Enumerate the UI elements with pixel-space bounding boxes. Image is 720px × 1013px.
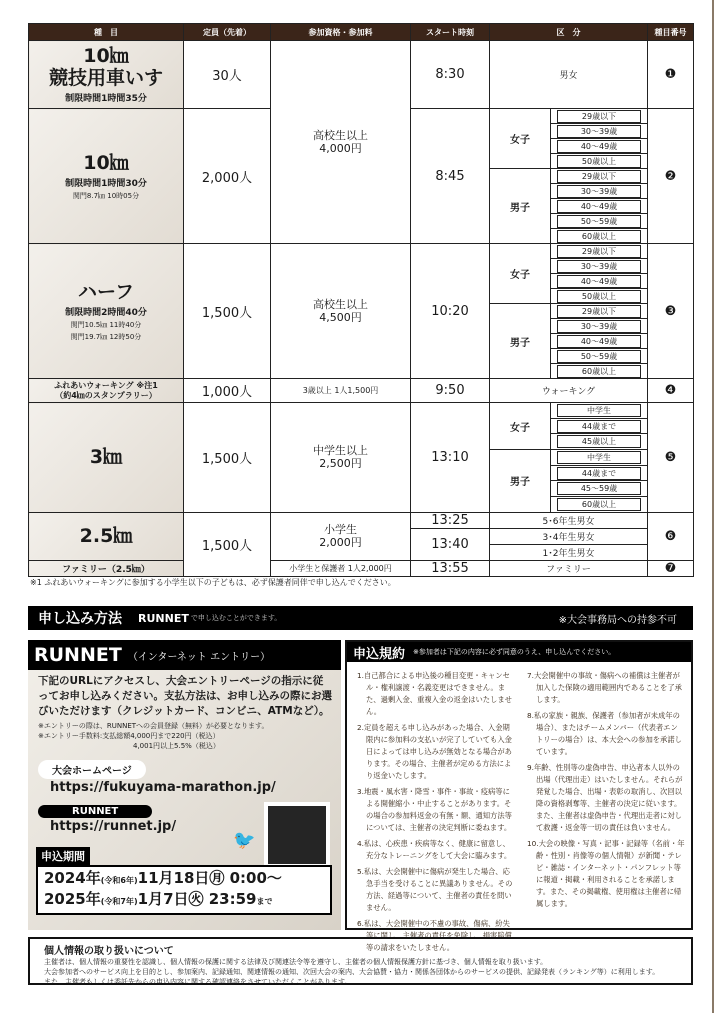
privacy-title: 個人情報の取り扱いについて xyxy=(44,946,174,957)
homepage-link[interactable]: https://fukuyama-marathon.jp/ xyxy=(50,780,276,795)
age-class: 50歳以上 xyxy=(551,154,648,169)
homepage-label: 大会ホームページ xyxy=(38,760,146,779)
capacity: 1,000人 xyxy=(184,379,271,403)
age-class: 60歳以上 xyxy=(551,229,648,244)
table-row xyxy=(29,41,694,109)
age-class: 45〜59歳 xyxy=(551,481,648,497)
start-time: 8:45 xyxy=(411,109,490,244)
event-3km: 3㎞ xyxy=(29,403,184,513)
gender-male: 男子 xyxy=(490,304,551,379)
age-class: 60歳以上 xyxy=(551,364,648,379)
term-item: 10.大会の映像・写真・記事・記録等（名前・年齢・性別・肖像等の個人情報）が新聞・テレビ・雑誌・インターネット・パンフレット等に報道・掲載・利用されることを承諾します。また、その掲載権、使用権は主催者に帰属します。 xyxy=(527,839,685,908)
start-time: 13:40 xyxy=(411,528,490,560)
age-class: 30〜39歳 xyxy=(551,259,648,274)
start-time: 13:55 xyxy=(411,560,490,576)
table-row xyxy=(29,379,694,403)
start-time: 9:50 xyxy=(411,379,490,403)
page-edge xyxy=(712,0,714,1013)
age-class: 40〜49歳 xyxy=(551,274,648,289)
runnet-title: RUNNET xyxy=(34,644,122,666)
event-number: ❻ xyxy=(648,512,694,560)
age-class: 50〜59歳 xyxy=(551,349,648,364)
period-start: 2024年(令和6年)11月18日㊊ 0:00〜 xyxy=(44,869,282,887)
age-class: 中学生 xyxy=(551,450,648,466)
start-time: 8:30 xyxy=(411,41,490,109)
age-class: 45歳以上 xyxy=(551,434,648,450)
age-class: 29歳以下 xyxy=(551,109,648,124)
fee: 小学生 2,000円 xyxy=(271,512,411,560)
term-item: 5.私は、大会開催中に傷病が発生した場合、応急手当を受けることに異議ありません。その方法、経過等について、主催者の責任を問いません。 xyxy=(357,867,513,912)
age-class: 29歳以下 xyxy=(551,169,648,184)
age-class: 40〜49歳 xyxy=(551,139,648,154)
privacy-line: また、主催者もしくは委託先からの申込内容に関する確認連絡をさせていただくことがあります。 xyxy=(44,978,352,986)
age-class: 44歳まで xyxy=(551,465,648,481)
table-row xyxy=(29,403,694,419)
age-class: 30〜39歳 xyxy=(551,184,648,199)
capacity: 1,500人 xyxy=(184,512,271,576)
header-class: 区 分 xyxy=(490,24,648,41)
term-item: 1.自己都合による申込後の種目変更・キャンセル・権利譲渡・名義変更はできません。また、過剰入金、重複入金の返金はいたしません。 xyxy=(357,671,512,716)
term-item: 3.地震・風水害・降雪・事件・事故・疫病等による開催縮小・中止することがあります。その場合の参加料返金の有無・額、通知方法等については、主催者の決定判断に委ねます。 xyxy=(357,787,512,832)
table-row xyxy=(29,512,694,528)
start-time: 10:20 xyxy=(411,244,490,379)
term-item: 4.私は、心疾患・疾病等なく、健康に留意し、充分なトレーニングをして大会に臨みます。 xyxy=(357,839,512,860)
fee: 高校生以上 4,500円 xyxy=(271,244,411,379)
header-fee: 参加資格・参加料 xyxy=(271,24,411,41)
event-number: ❸ xyxy=(648,244,694,379)
age-class: 中学生 xyxy=(551,403,648,419)
age-class: 29歳以下 xyxy=(551,304,648,319)
term-item: 2.定員を超える申し込みがあった場合、入金期限内に参加料の支払いが完了していても入金日によっては申し込みが無効となる場合があります。その場合、主催者が定める方法により返金いたします。 xyxy=(357,723,512,780)
event-number: ❶ xyxy=(648,41,694,109)
terms-box xyxy=(345,640,693,952)
event-10km: 10㎞ 制限時間1時間30分 関門8.7㎞ 10時05分 xyxy=(29,109,184,244)
gender-male: 男子 xyxy=(490,450,551,513)
terms-subtitle: ※参加者は下記の内容に必ず同意のうえ、申し込んでください。 xyxy=(413,648,616,656)
class: 男女 xyxy=(490,41,648,109)
start-time: 13:25 xyxy=(411,512,490,528)
capacity: 1,500人 xyxy=(184,403,271,513)
age-class: 29歳以下 xyxy=(551,244,648,259)
footnote: ※1 ふれあいウォーキングに参加する小学生以下の子どもは、必ず保護者同伴で申し込んでください。 xyxy=(30,578,396,587)
fee: 中学生以上 2,500円 xyxy=(271,403,411,513)
period-end: 2025年(令和7年)1月7日㊋ 23:59まで xyxy=(44,890,273,908)
age-class: 44歳まで xyxy=(551,418,648,434)
term-item: 7.大会開催中の事故・傷病への補償は主催者が加入した保険の適用範囲内であることを了承します。 xyxy=(527,671,682,704)
age-class: 50〜59歳 xyxy=(551,214,648,229)
age-class: 40〜49歳 xyxy=(551,334,648,349)
runnet-pill: RUNNET xyxy=(38,805,152,818)
privacy-line: 大会参加者へのサービス向上を目的とし、参加案内、記録通知、関連情報の通知、次回大会の案内、大会協賛・協力・関係各団体からのサービスの提供、記録発表（ランキング等）に利用します。 xyxy=(44,968,660,976)
period-label: 申込期間 xyxy=(36,847,90,865)
runnet-subtitle: （インターネット エントリー） xyxy=(127,651,271,663)
capacity: 2,000人 xyxy=(184,109,271,244)
event-2-5km: 2.5㎞ xyxy=(29,512,184,560)
header-capacity: 定員（先着） xyxy=(184,24,271,41)
instructions: 下記のURLにアクセスし、大会エントリーページの指示に従ってお申し込みください。支払方法は、お申し込みの際にお選びいただけます（クレジットカード、コンビニ、ATMなど）。 xyxy=(38,675,332,717)
start-time: 13:10 xyxy=(411,403,490,513)
class: 5･6年生男女 xyxy=(490,512,648,528)
capacity: 1,500人 xyxy=(184,244,271,379)
event-family: ファミリー（2.5㎞） xyxy=(29,560,184,576)
header-start: スタート時刻 xyxy=(411,24,490,41)
gender-male: 男子 xyxy=(490,169,551,244)
event-number: ❷ xyxy=(648,109,694,244)
mascot-icon: 🐦 xyxy=(233,830,256,851)
class: 1･2年生男女 xyxy=(490,544,648,560)
capacity: 30人 xyxy=(184,41,271,109)
event-half: ハーフ 制限時間2時間40分 関門10.5㎞ 11時40分 関門19.7㎞ 12時50分 xyxy=(29,244,184,379)
runnet-note: で申し込むことができます。 xyxy=(190,614,282,622)
application-period xyxy=(36,845,332,915)
class: 3･4年生男女 xyxy=(490,528,648,544)
apply-method-title: 申し込み方法 xyxy=(38,611,122,627)
privacy-box xyxy=(28,937,693,985)
event-wheelchair: 10㎞ 競技用車いす 制限時間1時間35分 xyxy=(29,41,184,109)
table-row xyxy=(29,244,694,259)
privacy-line: 主催者は、個人情報の重要性を認識し、個人情報の保護に関する法律及び関連法令等を遵守し、主催者の個人情報保護方針に基づき、個人情報を取り扱います。 xyxy=(44,958,548,966)
class: ファミリー xyxy=(490,560,648,576)
runnet-box xyxy=(28,640,341,930)
table-row xyxy=(29,560,694,576)
header-event: 種 目 xyxy=(29,24,184,41)
gender-female: 女子 xyxy=(490,403,551,450)
gender-female: 女子 xyxy=(490,109,551,169)
term-item: 9.年齢、性別等の虚偽申告、申込者本人以外の出場（代理出走）はいたしません。それらが発覚した場合、出場・表彰の取消し、次回以降の資格剥奪等、主催者の決定に従います。また、主催者は虚偽申告・代理出走者に対して救護・返金等一切の責任は負いません。 xyxy=(527,763,683,832)
fee: 小学生と保護者 1人2,000円 xyxy=(271,560,411,576)
class: ウォーキング xyxy=(490,379,648,403)
event-number: ❹ xyxy=(648,379,694,403)
table-header xyxy=(29,24,694,41)
fee: 高校生以上 4,000円 xyxy=(271,41,411,244)
header-number: 種目番号 xyxy=(648,24,694,41)
fee: 3歳以上 1人1,500円 xyxy=(271,379,411,403)
gender-female: 女子 xyxy=(490,244,551,304)
event-walking: ふれあいウォーキング ※注1 （約4㎞のスタンプラリー） xyxy=(29,379,184,403)
age-class: 30〜39歳 xyxy=(551,124,648,139)
event-number: ❺ xyxy=(648,403,694,513)
notes: ※エントリーの際は、RUNNETへの会員登録（無料）が必要となります。 ※エントリー手数料:支払総額4,000円まで220円（税込） 4,001円以上5.5%（税込） xyxy=(38,722,269,750)
term-item: 6.私は、大会開催中の不慮の事故、傷病、紛失等に関し、主催者の責任を免除し、損害賠償等の請求をいたしません。 xyxy=(357,919,512,952)
age-class: 30〜39歳 xyxy=(551,319,648,334)
age-class: 40〜49歳 xyxy=(551,199,648,214)
no-delivery-note: ※大会事務局への持参不可 xyxy=(558,614,677,626)
runnet-link[interactable]: https://runnet.jp/ xyxy=(50,819,177,834)
events-table xyxy=(28,23,694,577)
terms-title: 申込規約 xyxy=(353,646,406,662)
event-number: ❼ xyxy=(648,560,694,576)
age-class: 50歳以上 xyxy=(551,289,648,304)
runnet-label: RUNNET xyxy=(138,611,189,625)
term-item: 8.私の家族・親族、保護者（参加者が未成年の場合）、またはチームメンバー（代表者エントリーの場合）は、本大会への参加を承諾しています。 xyxy=(527,711,682,756)
apply-method-bar xyxy=(28,606,693,630)
age-class: 60歳以上 xyxy=(551,497,648,513)
